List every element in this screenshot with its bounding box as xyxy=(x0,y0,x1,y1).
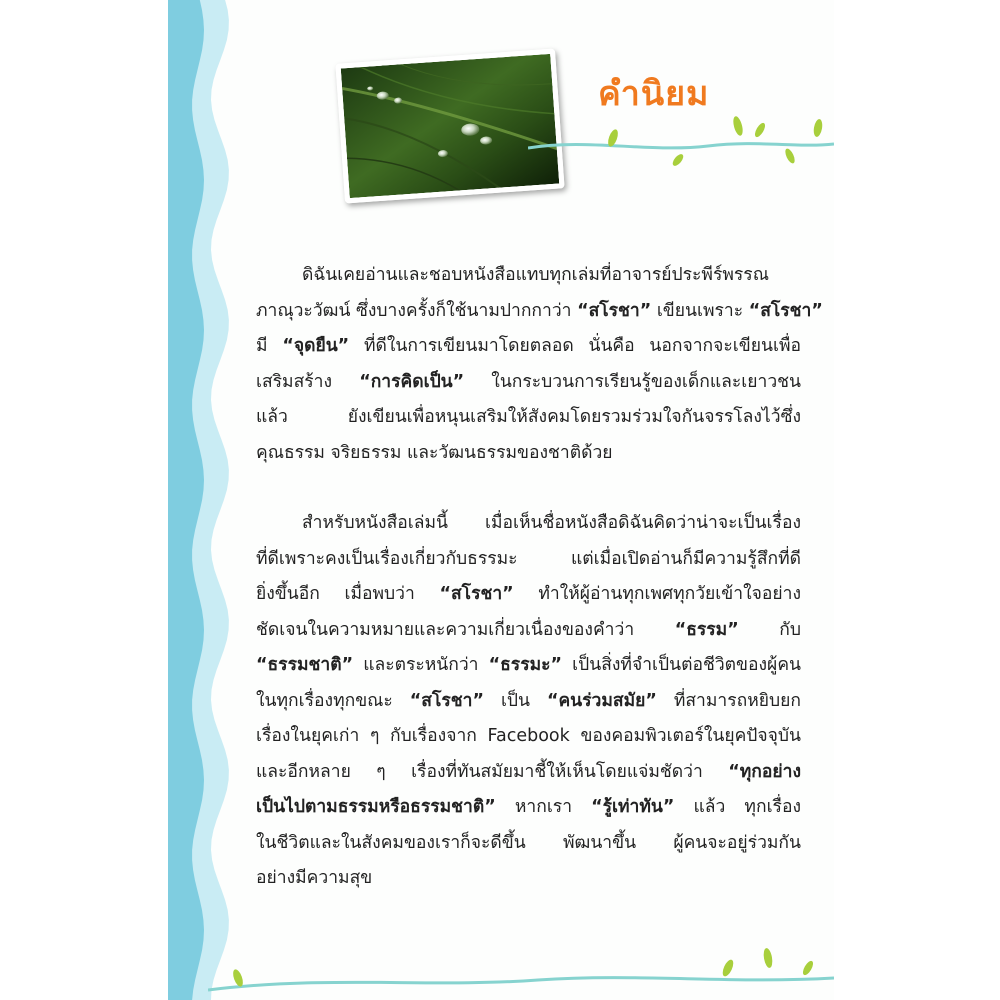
emphasis-term: “สโรชา” xyxy=(409,690,484,711)
text-line: คุณธรรม จริยธรรม และวัฒนธรรมของชาติด้วย xyxy=(256,442,613,463)
text-line: เรื่องในยุคเก่า ๆ กับเรื่องจาก Facebook ของคอมพิวเตอร์ในยุคปัจจุบัน xyxy=(256,726,801,746)
paragraph-2 xyxy=(256,506,801,897)
emphasis-term: “ทุกอย่าง xyxy=(728,761,801,782)
emphasis-term: “จุดยืน” xyxy=(282,336,350,356)
emphasis-term: “ธรรมะ” xyxy=(488,655,563,675)
text-line: เสริมสร้าง “การคิดเป็น” ในกระบวนการเรียนรู้ของเด็กและเยาวชน xyxy=(256,371,801,392)
emphasis-term: “รู้เท่าทัน” xyxy=(591,797,675,817)
text-line: แล้ว ยังเขียนเพื่อหนุนเสริมให้สังคมโดยรวมร่วมใจกันจรรโลงไว้ซึ่ง xyxy=(256,407,801,427)
emphasis-term: “สโรชา” xyxy=(577,300,652,321)
emphasis-term: “การคิดเป็น” xyxy=(359,371,465,392)
text-line: ยิ่งขึ้นอีก เมื่อพบว่า “สโรชา” ทำให้ผู้อ่านทุกเพศทุกวัยเข้าใจอย่าง xyxy=(256,584,802,604)
emphasis-term: เป็นไปตามธรรมหรือธรรมชาติ” xyxy=(256,797,496,817)
text-line: มี “จุดยืน” ที่ดีในการเขียนมาโดยตลอด นั่นคือ นอกจากจะเขียนเพื่อ xyxy=(256,336,801,356)
text-line: และอีกหลาย ๆ เรื่องที่ทันสมัยมาชี้ให้เห็นโดยแจ่มชัดว่า “ทุกอย่าง xyxy=(256,761,801,782)
text-line: เป็นไปตามธรรมหรือธรรมชาติ” หากเรา “รู้เท่าทัน” แล้ว ทุกเรื่อง xyxy=(256,797,801,817)
text-line: “ธรรมชาติ” และตระหนักว่า “ธรรมะ” เป็นสิ่งที่จำเป็นต่อชีวิตของผู้คน xyxy=(256,655,801,675)
book-page xyxy=(168,0,834,1000)
text-line: ภาณุวะวัฒน์ ซึ่งบางครั้งก็ใช้นามปากกาว่า “สโรชา” เขียนเพราะ “สโรชา” xyxy=(256,300,823,321)
text-line: ในทุกเรื่องทุกขณะ “สโรชา” เป็น “คนร่วมสมัย” ที่สามารถหยิบยก xyxy=(256,690,801,711)
text-line: ที่ดีเพราะคงเป็นเรื่องเกี่ยวกับธรรมะ แต่เมื่อเปิดอ่านก็มีความรู้สึกที่ดี xyxy=(256,548,801,569)
text-line: สำหรับหนังสือเล่มนี้ เมื่อเห็นชื่อหนังสือดิฉันคิดว่าน่าจะเป็นเรื่อง xyxy=(302,513,801,533)
emphasis-term: “ธรรมชาติ” xyxy=(256,655,354,675)
emphasis-term: “สโรชา” xyxy=(748,300,823,321)
leaf-photo-icon xyxy=(341,54,560,198)
text-line: อย่างมีความสุข xyxy=(256,868,373,888)
emphasis-term: “สโรชา” xyxy=(439,584,514,604)
emphasis-term: “คนร่วมสมัย” xyxy=(546,690,657,711)
foreword-text xyxy=(256,258,823,897)
vine-decoration-bottom-icon xyxy=(208,940,834,1000)
page-title: คำนิยม xyxy=(598,74,710,114)
text-line: ชัดเจนในความหมายและความเกี่ยวเนื่องของคำว่า “ธรรม” กับ xyxy=(256,619,801,640)
wave-border-icon xyxy=(168,0,238,1000)
emphasis-term: “ธรรม” xyxy=(674,619,739,640)
vine-decoration-icon xyxy=(528,108,834,168)
text-line: ดิฉันเคยอ่านและชอบหนังสือแทบทุกเล่มที่อาจารย์ประพีร์พรรณ xyxy=(302,265,769,285)
text-line: ในชีวิตและในสังคมของเราก็จะดีขึ้น พัฒนาขึ้น ผู้คนจะอยู่ร่วมกัน xyxy=(256,832,801,853)
paragraph-1 xyxy=(256,258,823,471)
